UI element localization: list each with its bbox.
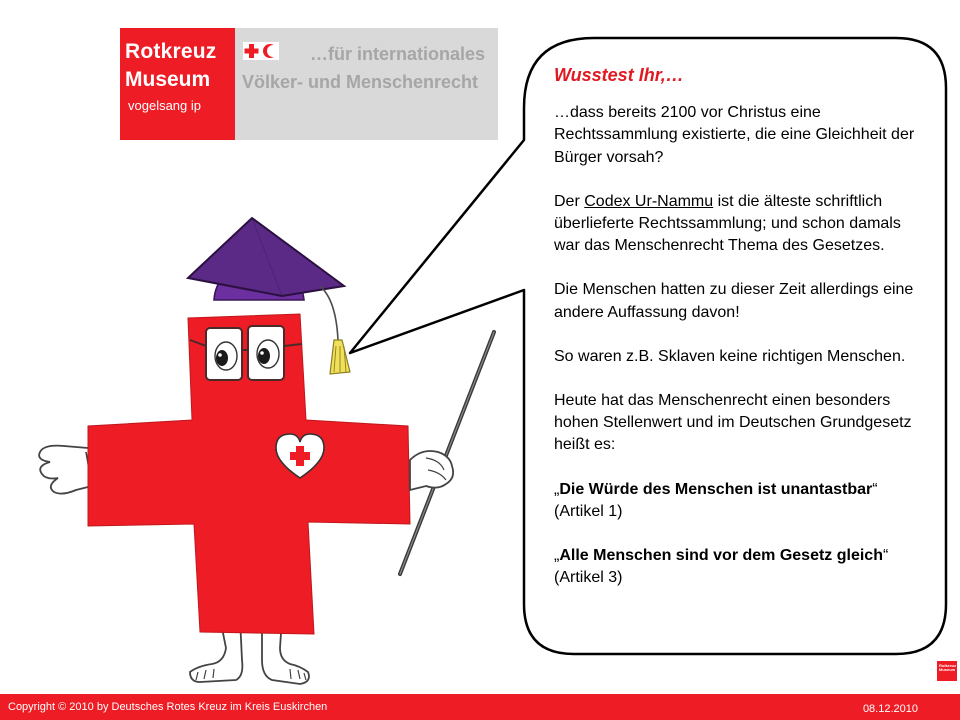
quote-1-ref: “ (Artikel 1): [554, 480, 878, 520]
footer-bar: [0, 694, 960, 720]
logo-title-line1: Rotkreuz: [125, 40, 217, 63]
quote-open: „: [554, 480, 560, 498]
slaves-paragraph: So waren z.B. Sklaven keine richtigen Menschen.: [554, 347, 906, 365]
codex-text-pre: Der: [554, 192, 585, 210]
logo-subtitle: vogelsang ip: [128, 98, 201, 113]
codex-text-post: ist die älteste schriftlich überlieferte Rechtssammlung; und schon damals war das Menschenrecht Thema des Gesetzes.: [554, 192, 901, 255]
quote-1-text: Die Würde des Menschen ist unantastbar: [559, 480, 873, 498]
quote-2-ref: “ (Artikel 3): [554, 547, 889, 587]
quote-2-text: Alle Menschen sind vor dem Gesetz gleich: [559, 547, 883, 565]
quote-open: „: [554, 547, 560, 565]
fact-paragraph: …dass bereits 2100 vor Christus eine Rechtssammlung existierte, die eine Gleichheit der Bürger vorsah?: [554, 104, 915, 166]
footer-date: 08.12.2010: [862, 703, 918, 715]
copyright-text: Copyright © 2010 by Deutsches Rotes Kreuz im Kreis Euskirchen: [8, 701, 328, 713]
logo-tagline-line1: …für internationales: [310, 44, 486, 64]
mini-museum-logo: [937, 661, 957, 681]
right-hand-icon: [410, 451, 453, 490]
today-paragraph: Heute hat das Menschenrecht einen besonders hohen Stellenwert und im Deutschen Grundgesetz heißt es:: [554, 392, 912, 454]
mini-logo-text: Rotkreuz Museum: [939, 663, 957, 672]
bubble-heading: Wusstest Ihr,…: [554, 65, 684, 85]
codex-link[interactable]: Codex Ur-Nammu: [584, 192, 714, 210]
logo-tagline-line2: Völker- und Menschenrecht: [242, 72, 479, 92]
opinion-paragraph: Die Menschen hatten zu dieser Zeit allerdings eine andere Auffassung davon!: [554, 281, 914, 321]
logo-title-line2: Museum: [125, 68, 211, 91]
